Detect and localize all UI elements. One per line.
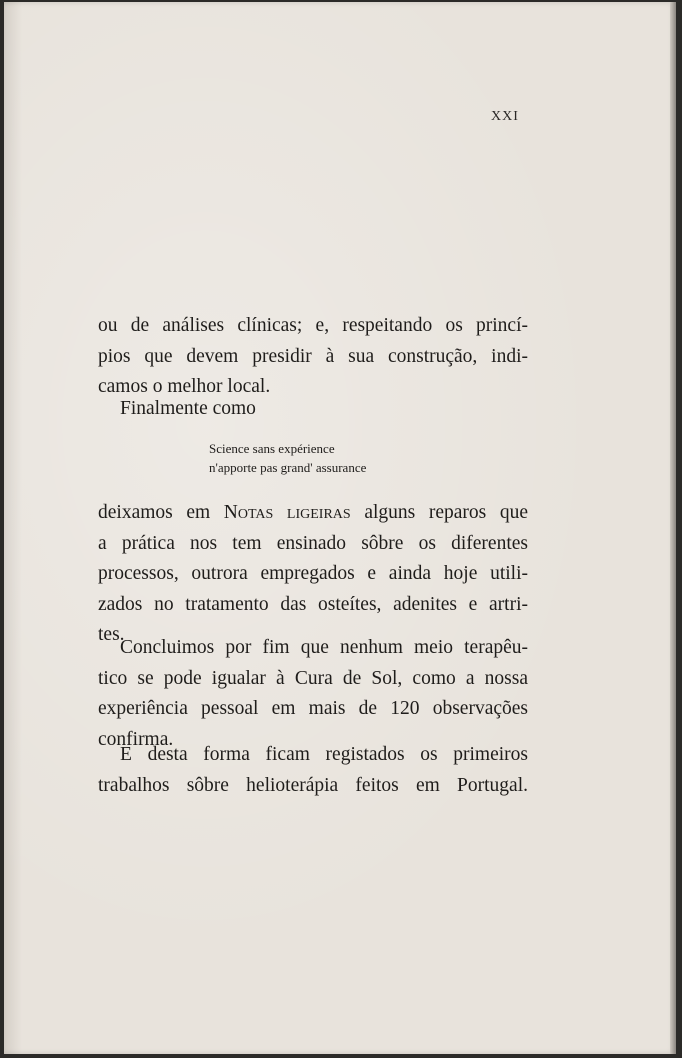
paragraph-5-line-1: E desta forma ficam registados os primeiros bbox=[120, 744, 528, 765]
paragraph-3-line-2: a prática nos tem ensinado sôbre os diferentes bbox=[98, 532, 528, 554]
paragraph-1-line-3: camos o melhor local. bbox=[98, 376, 271, 397]
paragraph-2 bbox=[98, 394, 528, 425]
epigraph-quote bbox=[209, 439, 366, 477]
paragraph-4 bbox=[98, 633, 528, 755]
paragraph-1 bbox=[98, 311, 528, 403]
paragraph-4-line-2: tico se pode igualar à Cura de Sol, como a nossa bbox=[98, 667, 528, 689]
paragraph-1-line-1: ou de análises clínicas; e, respeitando os princí- bbox=[98, 315, 528, 336]
quote-line-1: Science sans expérience bbox=[209, 441, 335, 456]
paragraph-4-line-1: Concluimos por fim que nenhum meio terapêu- bbox=[120, 637, 528, 658]
paragraph-5 bbox=[98, 740, 528, 801]
page-edge bbox=[670, 2, 676, 1054]
paragraph-3-line-3: processos, outrora empregados e ainda hoje utili- bbox=[98, 563, 528, 584]
paragraph-4-line-4: confirma. bbox=[98, 728, 174, 750]
paragraph-2-line-1: Finalmente como bbox=[120, 398, 256, 419]
paragraph-3-line-4: zados no tratamento das osteítes, adenites e artri- bbox=[98, 593, 528, 615]
book-page bbox=[4, 2, 676, 1054]
paragraph-1-line-2: pios que devem presidir à sua construção, indi- bbox=[98, 345, 528, 367]
paragraph-3-line-1-start: deixamos em bbox=[98, 502, 224, 523]
paragraph-3-line-1 bbox=[98, 498, 528, 529]
notas-ligeiras-title: Notas ligeiras bbox=[223, 502, 351, 523]
paragraph-4-line-3: experiência pessoal em mais de 120 observações bbox=[98, 698, 528, 719]
page-number: XXI bbox=[491, 109, 519, 124]
paragraph-3 bbox=[98, 498, 528, 651]
paragraph-3-line-1-end: alguns reparos que bbox=[350, 502, 529, 523]
paragraph-5-line-2: trabalhos sôbre helioterápia feitos em Portugal. bbox=[98, 774, 528, 796]
quote-line-2: n'apporte pas grand' assurance bbox=[209, 460, 367, 475]
paragraph-3-line-5: tes. bbox=[98, 624, 125, 645]
